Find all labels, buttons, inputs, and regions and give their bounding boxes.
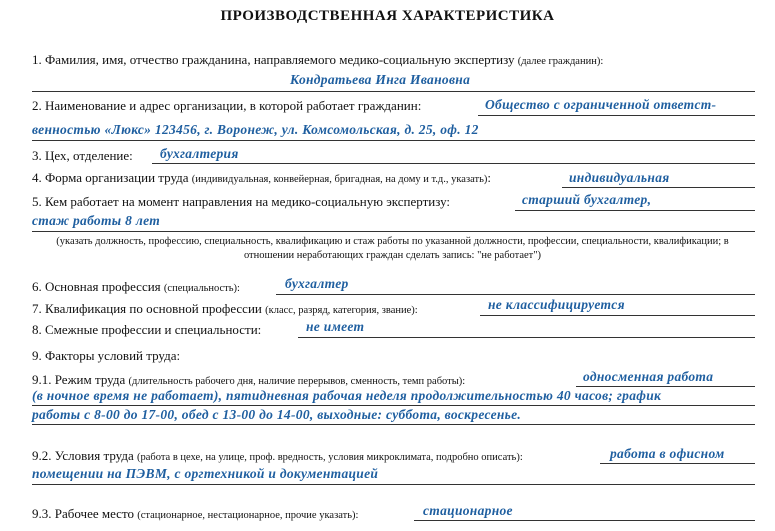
field6-value[interactable]: бухгалтер (285, 276, 349, 291)
field2-rule2 (32, 140, 755, 141)
field7-value[interactable]: не классифицируется (488, 297, 625, 312)
field6-label: 6. Основная профессия (32, 279, 161, 294)
field4-label: 4. Форма организации труда (32, 170, 189, 185)
field5-value-line2[interactable]: стаж работы 8 лет (32, 213, 160, 228)
field9-1-hint: (длительность рабочего дня, наличие перерывов, сменность, темп работы): (128, 376, 466, 387)
field9-1-rule2 (32, 405, 755, 406)
field9-1-value-line3[interactable]: работы с 8-00 до 17-00, обед с 13-00 до 14-00, выходные: суббота, воскресенье. (32, 407, 522, 422)
field2-label: 2. Наименование и адрес организации, в которой работает гражданин: (32, 98, 422, 113)
field5-value-line1[interactable]: старший бухгалтер, (522, 192, 652, 207)
field9-1-value-line1[interactable]: односменная работа (583, 369, 714, 384)
field7-hint: (класс, разряд, категория, звание): (265, 305, 418, 316)
field2-value-line2[interactable]: венностью «Люкс» 123456, г. Воронеж, ул. Комсомольская, д. 25, оф. 12 (32, 122, 479, 137)
field7-label-group (32, 301, 418, 319)
field9-2-rule2 (32, 484, 755, 485)
field4-hint: (индивидуальная, конвейерная, бригадная, на дому и т.д., указать) (191, 174, 488, 185)
field9-3-hint: (стационарное, нестационарное, прочие указать): (137, 510, 359, 521)
field6-hint: (специальность): (163, 283, 240, 294)
field6-label-group (32, 279, 240, 297)
field4-rule (562, 187, 755, 188)
field2-value-line1[interactable]: Общество с ограниченной ответст- (485, 97, 717, 112)
field9-3-label: 9.3. Рабочее место (32, 506, 134, 521)
field9-2-value-line1[interactable]: работа в офисном (610, 446, 725, 461)
field9-3-value[interactable]: стационарное (423, 503, 513, 518)
field9-2-label: 9.2. Условия труда (32, 448, 134, 463)
page-title: ПРОИЗВОДСТВЕННАЯ ХАРАКТЕРИСТИКА (220, 8, 555, 24)
field7-rule (480, 315, 755, 316)
field3-rule (152, 163, 755, 164)
field9-label: 9. Факторы условий труда: (32, 348, 181, 363)
field2-rule1 (478, 115, 755, 116)
field1-rule (32, 91, 755, 92)
field4-label-group (32, 170, 491, 188)
field4-colon: : (487, 170, 491, 185)
field1-label-group (32, 52, 603, 70)
field9-2-rule1 (600, 463, 755, 464)
field1-hint: (далее гражданин): (517, 56, 604, 67)
field5-rule2 (32, 231, 755, 232)
field9-1-rule1 (576, 386, 755, 387)
field3-label: 3. Цех, отделение: (32, 148, 133, 163)
field9-2-label-group (32, 448, 523, 466)
field9-3-label-group (32, 506, 358, 524)
field1-label: 1. Фамилия, имя, отчество гражданина, направляемого медико-социальную экспертизу (32, 52, 515, 67)
field8-value[interactable]: не имеет (306, 319, 365, 334)
field9-1-value-line2[interactable]: (в ночное время не работает), пятидневная рабочая неделя продолжительностью 40 часов; график (32, 388, 662, 403)
field9-2-hint: (работа в цехе, на улице, проф. вредность, условия микроклимата, подробно описать): (136, 452, 523, 463)
field4-value[interactable]: индивидуальная (569, 170, 670, 185)
field3-value[interactable]: бухгалтерия (160, 146, 239, 161)
field9-1-label: 9.1. Режим труда (32, 372, 126, 387)
field7-label: 7. Квалификация по основной профессии (32, 301, 262, 316)
field5-note: (указать должность, профессию, специальность, квалификацию и стаж работы по указанной должности, профессии, специальности, квалификации; в отношении неработающих граждан сделать запись: "не работает") (56, 236, 729, 261)
field5-label: 5. Кем работает на момент направления на медико-социальную экспертизу: (32, 194, 451, 209)
field1-value[interactable]: Кондратьева Инга Ивановна (290, 72, 471, 87)
field9-3-rule (414, 520, 755, 521)
field9-2-value-line2[interactable]: помещении на ПЭВМ, с оргтехникой и документацией (32, 466, 379, 481)
field8-rule (298, 337, 755, 338)
field5-rule1 (515, 210, 755, 211)
field8-label: 8. Смежные профессии и специальности: (32, 322, 262, 337)
field9-1-rule3 (32, 424, 755, 425)
field6-rule (276, 294, 755, 295)
